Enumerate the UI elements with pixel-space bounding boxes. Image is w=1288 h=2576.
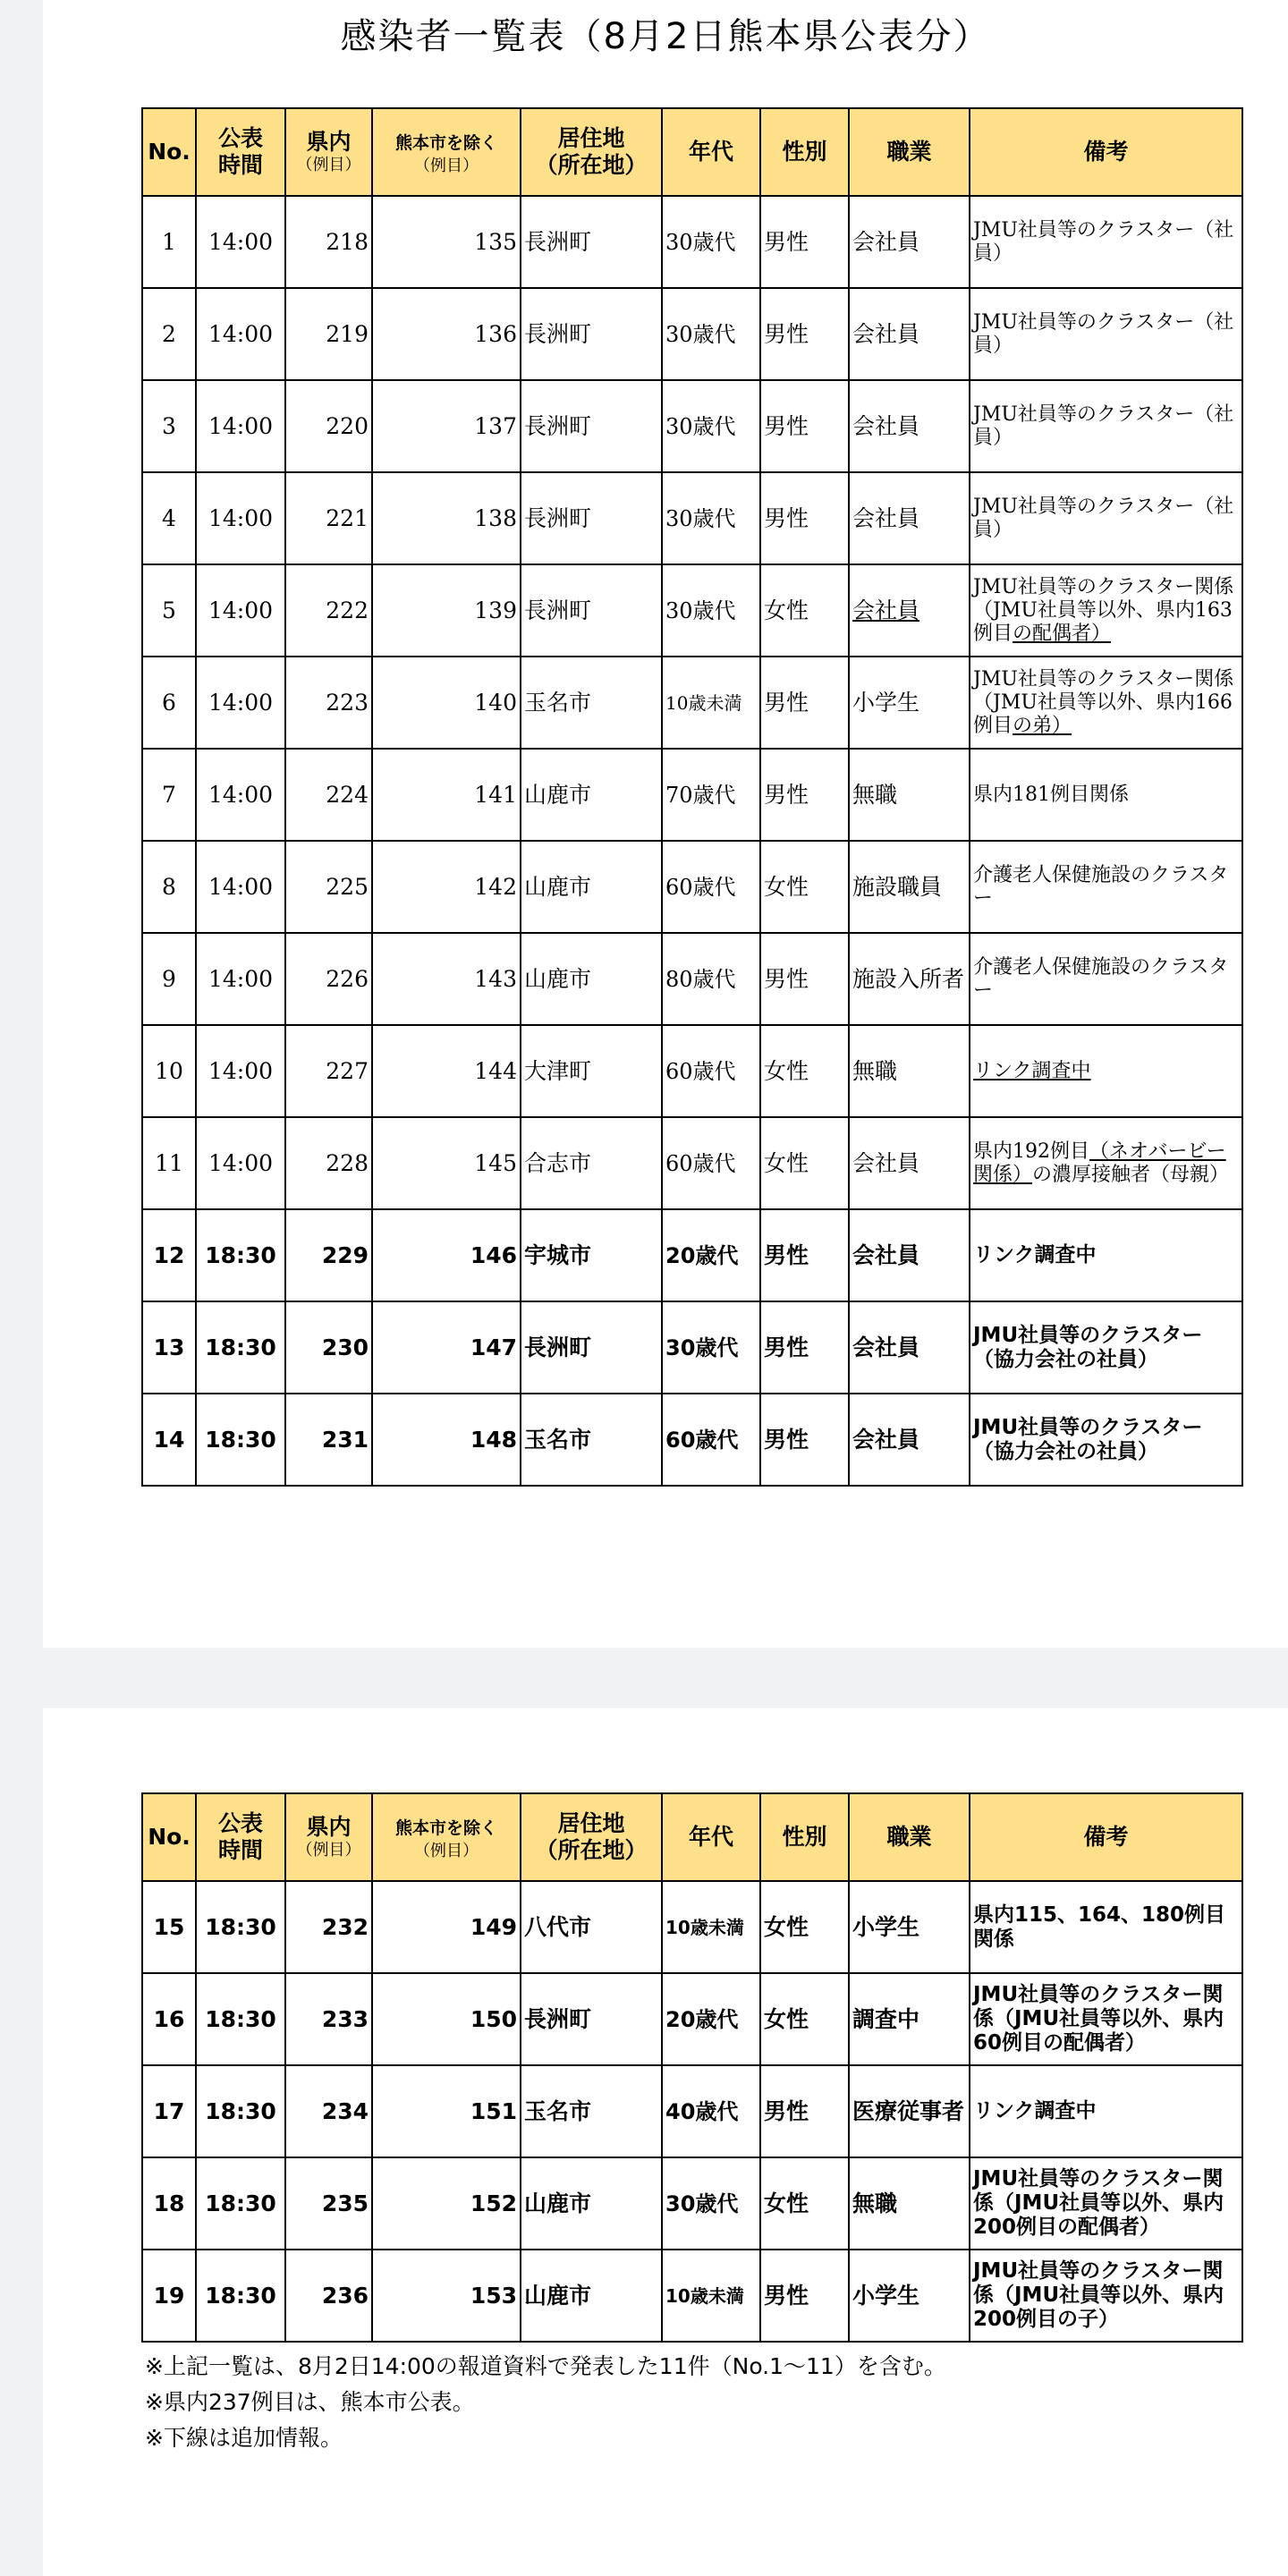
cell-pref: 235 [285, 2157, 372, 2250]
cell-pref: 228 [285, 1117, 372, 1209]
cell-note: JMU社員等のクラスター（社員） [970, 472, 1242, 564]
header-time: 公表 時間 [196, 1793, 285, 1881]
cell-note: JMU社員等のクラスター（社員） [970, 288, 1242, 380]
table-row [142, 472, 1242, 564]
cell-residence: 玉名市 [521, 1394, 662, 1486]
cell-job: 医療従事者 [849, 2065, 970, 2157]
cell-age: 30歳代 [662, 196, 760, 288]
header-excl: 熊本市を除く （例目） [372, 1793, 521, 1881]
cell-job: 会社員 [849, 1209, 970, 1301]
cell-no: 7 [142, 749, 196, 841]
cell-residence: 山鹿市 [521, 749, 662, 841]
table-row [142, 380, 1242, 472]
cell-sex: 男性 [760, 1301, 849, 1394]
table-row [142, 2157, 1242, 2250]
footnote: ※上記一覧は、8月2日14:00の報道資料で発表した11件（No.1～11）を含む。 [145, 2353, 946, 2379]
cell-note: 県内115、164、180例目関係 [970, 1881, 1242, 1973]
cell-pref: 221 [285, 472, 372, 564]
cell-note: 県内192例目（ネオバービー関係）の濃厚接触者（母親） [970, 1117, 1242, 1209]
table-row [142, 1881, 1242, 1973]
cell-time: 18:30 [196, 1301, 285, 1394]
cell-pref: 220 [285, 380, 372, 472]
cell-no: 3 [142, 380, 196, 472]
cell-age: 60歳代 [662, 1025, 760, 1117]
cell-residence: 長洲町 [521, 380, 662, 472]
cell-excl: 148 [372, 1394, 521, 1486]
cell-sex: 男性 [760, 472, 849, 564]
table-row [142, 288, 1242, 380]
table-header-row [142, 108, 1242, 196]
cell-job: 会社員 [849, 288, 970, 380]
cell-time: 14:00 [196, 1025, 285, 1117]
header-pref: 県内 （例目） [285, 108, 372, 196]
cell-sex: 男性 [760, 657, 849, 749]
cell-excl: 144 [372, 1025, 521, 1117]
cell-note: 介護老人保健施設のクラスター [970, 841, 1242, 933]
table-row [142, 933, 1242, 1025]
cell-time: 18:30 [196, 2065, 285, 2157]
cell-note: JMU社員等のクラスター関係（JMU社員等以外、県内60例目の配偶者） [970, 1973, 1242, 2065]
cell-residence: 長洲町 [521, 1973, 662, 2065]
cell-pref: 219 [285, 288, 372, 380]
cell-time: 18:30 [196, 1394, 285, 1486]
cell-note: 介護老人保健施設のクラスター [970, 933, 1242, 1025]
cell-note: 県内181例目関係 [970, 749, 1242, 841]
cell-time: 14:00 [196, 933, 285, 1025]
cell-residence: 長洲町 [521, 196, 662, 288]
cell-excl: 135 [372, 196, 521, 288]
cell-residence: 山鹿市 [521, 933, 662, 1025]
cell-sex: 男性 [760, 196, 849, 288]
cell-pref: 233 [285, 1973, 372, 2065]
table-row [142, 749, 1242, 841]
cell-pref: 232 [285, 1881, 372, 1973]
cell-excl: 136 [372, 288, 521, 380]
cell-pref: 229 [285, 1209, 372, 1301]
cell-excl: 149 [372, 1881, 521, 1973]
cell-sex: 女性 [760, 1117, 849, 1209]
cell-time: 14:00 [196, 657, 285, 749]
header-time: 公表 時間 [196, 108, 285, 196]
cell-age: 60歳代 [662, 841, 760, 933]
cell-excl: 143 [372, 933, 521, 1025]
cell-note: JMU社員等のクラスター関係（JMU社員等以外、県内200例目の配偶者） [970, 2157, 1242, 2250]
header-note: 備考 [970, 1793, 1242, 1881]
cell-job: 会社員 [849, 1301, 970, 1394]
cell-residence: 長洲町 [521, 1301, 662, 1394]
cell-no: 18 [142, 2157, 196, 2250]
cell-time: 18:30 [196, 1209, 285, 1301]
cell-note: JMU社員等のクラスター（協力会社の社員） [970, 1394, 1242, 1486]
cell-age: 80歳代 [662, 933, 760, 1025]
cell-no: 4 [142, 472, 196, 564]
cell-age: 30歳代 [662, 2157, 760, 2250]
cell-residence: 山鹿市 [521, 2157, 662, 2250]
cell-job: 調査中 [849, 1973, 970, 2065]
header-job: 職業 [849, 108, 970, 196]
cell-no: 13 [142, 1301, 196, 1394]
cell-age: 30歳代 [662, 288, 760, 380]
cell-sex: 男性 [760, 2250, 849, 2342]
cell-age: 40歳代 [662, 2065, 760, 2157]
footnote: ※下線は追加情報。 [145, 2425, 343, 2451]
cell-no: 14 [142, 1394, 196, 1486]
cell-note [970, 1025, 1242, 1117]
cell-no: 1 [142, 196, 196, 288]
cell-sex: 女性 [760, 841, 849, 933]
table-row [142, 1301, 1242, 1394]
cell-sex: 男性 [760, 288, 849, 380]
added-info-underline: リンク調査中 [973, 1059, 1091, 1082]
cell-time: 14:00 [196, 564, 285, 657]
cell-sex: 女性 [760, 564, 849, 657]
header-sex: 性別 [760, 108, 849, 196]
cell-time: 14:00 [196, 288, 285, 380]
cell-age: 10歳未満 [662, 1881, 760, 1973]
table-row [142, 841, 1242, 933]
cell-pref: 227 [285, 1025, 372, 1117]
cell-job: 小学生 [849, 1881, 970, 1973]
cell-excl: 139 [372, 564, 521, 657]
cell-no: 11 [142, 1117, 196, 1209]
cell-sex: 男性 [760, 1209, 849, 1301]
header-age: 年代 [662, 1793, 760, 1881]
cell-residence: 玉名市 [521, 2065, 662, 2157]
cell-excl: 140 [372, 657, 521, 749]
cell-note: リンク調査中 [970, 1209, 1242, 1301]
page-title: 感染者一覧表（8月2日熊本県公表分） [340, 16, 991, 57]
table-row [142, 2065, 1242, 2157]
case-table-2 [141, 1792, 1243, 2343]
cell-time: 18:30 [196, 2157, 285, 2250]
cell-sex: 女性 [760, 1025, 849, 1117]
cell-no: 6 [142, 657, 196, 749]
cell-excl: 147 [372, 1301, 521, 1394]
cell-sex: 女性 [760, 1881, 849, 1973]
cell-age: 70歳代 [662, 749, 760, 841]
header-job: 職業 [849, 1793, 970, 1881]
cell-residence: 宇城市 [521, 1209, 662, 1301]
cell-sex: 女性 [760, 2157, 849, 2250]
added-info-underline: の弟） [1013, 714, 1072, 737]
cell-pref: 230 [285, 1301, 372, 1394]
cell-excl: 151 [372, 2065, 521, 2157]
header-no: No. [142, 108, 196, 196]
cell-job: 会社員 [849, 472, 970, 564]
cell-job: 小学生 [849, 657, 970, 749]
cell-job: 会社員 [849, 196, 970, 288]
cell-job: 会社員 [849, 1117, 970, 1209]
table-row [142, 1117, 1242, 1209]
cell-excl: 138 [372, 472, 521, 564]
footnotes [145, 2349, 946, 2456]
cell-pref: 223 [285, 657, 372, 749]
cell-sex: 男性 [760, 2065, 849, 2157]
case-table-1 [141, 107, 1243, 1487]
cell-residence: 八代市 [521, 1881, 662, 1973]
cell-time: 14:00 [196, 472, 285, 564]
table-row [142, 1025, 1242, 1117]
cell-no: 12 [142, 1209, 196, 1301]
cell-no: 17 [142, 2065, 196, 2157]
cell-time: 14:00 [196, 380, 285, 472]
table-row [142, 196, 1242, 288]
header-no: No. [142, 1793, 196, 1881]
table-row [142, 564, 1242, 657]
cell-age: 60歳代 [662, 1117, 760, 1209]
cell-pref: 225 [285, 841, 372, 933]
cell-no: 15 [142, 1881, 196, 1973]
cell-residence: 長洲町 [521, 288, 662, 380]
document-page-1 [43, 0, 1288, 1648]
cell-sex: 男性 [760, 380, 849, 472]
cell-pref: 224 [285, 749, 372, 841]
cell-no: 19 [142, 2250, 196, 2342]
cell-pref: 231 [285, 1394, 372, 1486]
header-pref: 県内 （例目） [285, 1793, 372, 1881]
cell-no: 8 [142, 841, 196, 933]
cell-pref: 234 [285, 2065, 372, 2157]
cell-residence: 長洲町 [521, 472, 662, 564]
cell-age: 10歳未満 [662, 657, 760, 749]
cell-excl: 142 [372, 841, 521, 933]
cell-residence: 長洲町 [521, 564, 662, 657]
added-info-underline: の配偶者） [1013, 622, 1112, 645]
cell-excl: 146 [372, 1209, 521, 1301]
cell-age: 20歳代 [662, 1209, 760, 1301]
cell-job: 施設入所者 [849, 933, 970, 1025]
cell-time: 14:00 [196, 1117, 285, 1209]
cell-sex: 男性 [760, 933, 849, 1025]
cell-age: 20歳代 [662, 1973, 760, 2065]
cell-time: 14:00 [196, 841, 285, 933]
cell-age: 30歳代 [662, 380, 760, 472]
cell-time: 18:30 [196, 1973, 285, 2065]
cell-excl: 137 [372, 380, 521, 472]
cell-sex: 男性 [760, 749, 849, 841]
table-row [142, 2250, 1242, 2342]
header-excl: 熊本市を除く （例目） [372, 108, 521, 196]
cell-residence: 大津町 [521, 1025, 662, 1117]
header-note: 備考 [970, 108, 1242, 196]
cell-age: 60歳代 [662, 1394, 760, 1486]
cell-sex: 男性 [760, 1394, 849, 1486]
cell-excl: 150 [372, 1973, 521, 2065]
cell-no: 2 [142, 288, 196, 380]
cell-note: JMU社員等のクラスター（社員） [970, 196, 1242, 288]
cell-excl: 141 [372, 749, 521, 841]
table-row [142, 657, 1242, 749]
cell-time: 14:00 [196, 196, 285, 288]
cell-no: 16 [142, 1973, 196, 2065]
cell-job: 無職 [849, 1025, 970, 1117]
cell-sex: 女性 [760, 1973, 849, 2065]
cell-excl: 152 [372, 2157, 521, 2250]
cell-time: 14:00 [196, 749, 285, 841]
cell-note: JMU社員等のクラスター関係（JMU社員等以外、県内163例目の配偶者） [970, 564, 1242, 657]
cell-residence: 玉名市 [521, 657, 662, 749]
cell-pref: 236 [285, 2250, 372, 2342]
cell-job: 会社員 [849, 380, 970, 472]
header-age: 年代 [662, 108, 760, 196]
header-residence: 居住地 （所在地） [521, 1793, 662, 1881]
cell-residence: 山鹿市 [521, 2250, 662, 2342]
header-residence: 居住地 （所在地） [521, 108, 662, 196]
cell-age: 30歳代 [662, 1301, 760, 1394]
cell-excl: 145 [372, 1117, 521, 1209]
cell-note: JMU社員等のクラスター（協力会社の社員） [970, 1301, 1242, 1394]
cell-no: 10 [142, 1025, 196, 1117]
cell-job: 無職 [849, 2157, 970, 2250]
table-row [142, 1209, 1242, 1301]
cell-job: 無職 [849, 749, 970, 841]
cell-pref: 218 [285, 196, 372, 288]
cell-job: 会社員 [849, 1394, 970, 1486]
cell-time: 18:30 [196, 1881, 285, 1973]
table-row [142, 1973, 1242, 2065]
cell-job [849, 564, 970, 657]
cell-no: 9 [142, 933, 196, 1025]
cell-age: 30歳代 [662, 564, 760, 657]
cell-residence: 山鹿市 [521, 841, 662, 933]
cell-pref: 226 [285, 933, 372, 1025]
cell-job: 小学生 [849, 2250, 970, 2342]
added-info-underline: （ネオバービー関係） [973, 1140, 1226, 1186]
cell-note: JMU社員等のクラスター関係（JMU社員等以外、県内166例目の弟） [970, 657, 1242, 749]
header-sex: 性別 [760, 1793, 849, 1881]
cell-job: 施設職員 [849, 841, 970, 933]
footnote: ※県内237例目は、熊本市公表。 [145, 2389, 475, 2415]
cell-excl: 153 [372, 2250, 521, 2342]
added-info-underline: 会社員 [852, 597, 920, 623]
cell-residence: 合志市 [521, 1117, 662, 1209]
cell-pref: 222 [285, 564, 372, 657]
table-row [142, 1394, 1242, 1486]
document-page-2 [43, 1708, 1288, 2576]
cell-age: 10歳未満 [662, 2250, 760, 2342]
table-header-row [142, 1793, 1242, 1881]
cell-time: 18:30 [196, 2250, 285, 2342]
cell-age: 30歳代 [662, 472, 760, 564]
cell-note: JMU社員等のクラスター関係（JMU社員等以外、県内200例目の子） [970, 2250, 1242, 2342]
cell-no: 5 [142, 564, 196, 657]
cell-note: JMU社員等のクラスター（社員） [970, 380, 1242, 472]
cell-note: リンク調査中 [970, 2065, 1242, 2157]
